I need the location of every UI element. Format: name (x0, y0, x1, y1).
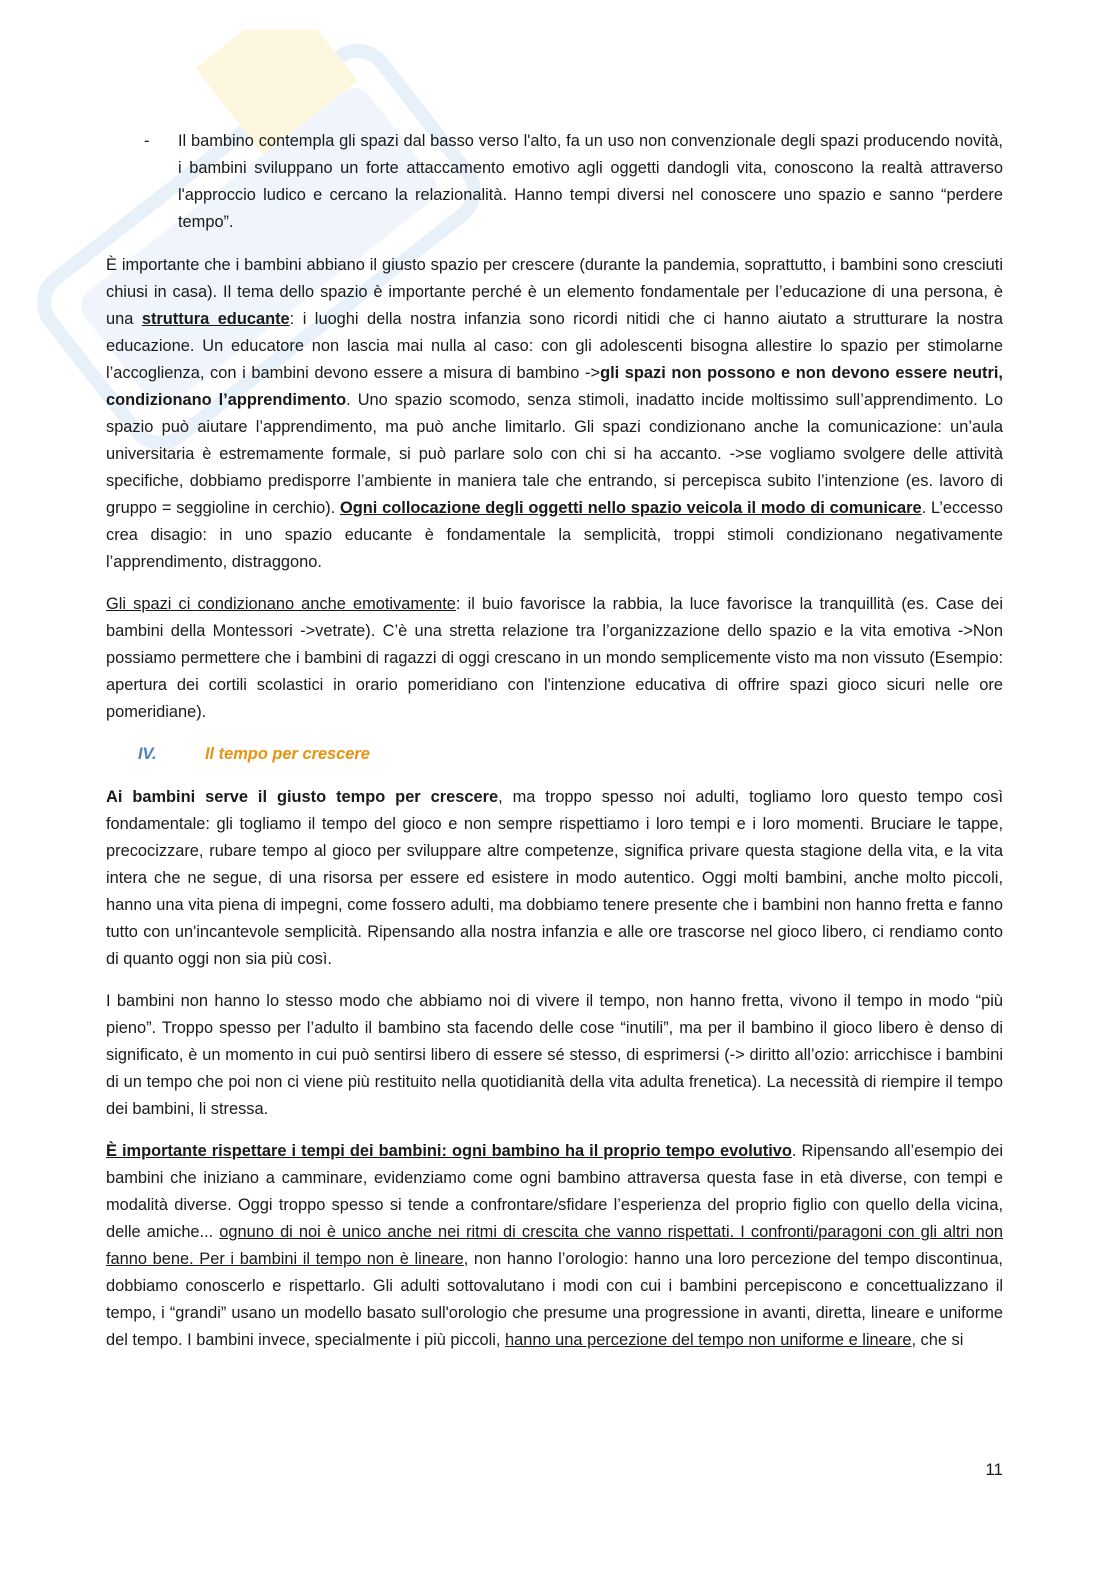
section-number: IV. (138, 745, 157, 763)
bullet-marker: - (144, 132, 150, 150)
collocazione-oggetti-emphasis: Ogni collocazione degli oggetti nello spazio veicola il modo di comunicare (340, 499, 922, 517)
giusto-tempo-emphasis: Ai bambini serve il giusto tempo per crescere (106, 788, 499, 806)
struttura-educante-emphasis: struttura educante (141, 310, 290, 328)
section-heading (138, 741, 1003, 768)
paragraph-spazio: È importante che i bambini abbiano il giusto spazio per crescere (durante la pandemia, soprattutto, i bambini sono cresciuti chiusi in casa). Il tema dello spazio è importante perché è un elemento fondamentale per l’educazione di una persona, è una struttura educante: i luoghi della nostra infanzia sono ricordi nitidi che ci hanno aiutato a strutturare la nostra educazione. Un educatore non lascia mai nulla al caso: con gli adolescenti bisogna allestire lo spazio per stimolarne l’accoglienza, con i bambini devono essere a misura di bambino ->gli spazi non possono e non devono essere neutri, condizionano l’apprendimento. Uno spazio scomodo, senza stimoli, inadatto incide moltissimo sull’apprendimento. Lo spazio può aiutare l’apprendimento, ma può anche limitarlo. Gli spazi condizionano anche la comunicazione: un’aula universitaria è estremamente formale, si può parlare solo con chi si ha accanto. ->se vogliamo svolgere delle attività specifiche, dobbiamo predisporre l’ambiente in maniera tale che entrando, si percepisca subito l’intenzione (es. lavoro di gruppo = seggioline in cerchio). Ogni collocazione degli oggetti nello spazio veicola il modo di comunicare. L’eccesso crea disagio: in uno spazio educante è fondamentale la semplicità, troppi stimoli condizionano negativamente l’apprendimento, distraggono. (106, 256, 1003, 571)
paragraph-vivere-tempo: I bambini non hanno lo stesso modo che abbiamo noi di vivere il tempo, non hanno fretta, vivono il tempo in modo “più pieno”. Troppo spesso per l’adulto il bambino sta facendo delle cose “inutili”, ma per il bambino il gioco libero è denso di significato, è un momento in cui può sentirsi libero di essere sé stesso, di esprimersi (-> diritto all’ozio: arricchisce i bambini di un tempo che poi non ci viene più restituito nella quotidianità della vita adulta frenetica). La necessità di riempire il tempo dei bambini, li stressa. (106, 992, 1003, 1118)
document-page (106, 128, 1003, 1369)
emotivamente-underline: Gli spazi ci condizionano anche emotivamente (106, 595, 456, 613)
bullet-item (144, 128, 1003, 236)
paragraph-emotivamente: Gli spazi ci condizionano anche emotivamente: il buio favorisce la rabbia, la luce favorisce la tranquillità (es. Case dei bambini della Montessori ->vetrate). C’è una stretta relazione tra l’organizzazione dello spazio e la vita emotiva ->Non possiamo permettere che i bambini di ragazzi di oggi crescano in un mondo semplicemente visto ma non vissuto (Esempio: apertura dei cortili scolastici in orario pomeridiano con l'intenzione educativa di offrire spazi gioco sicuri nelle ore pomeridiane). (106, 595, 1003, 721)
paragraph-tempo: Ai bambini serve il giusto tempo per crescere, ma troppo spesso noi adulti, togliamo loro questo tempo così fondamentale: gli togliamo il tempo del gioco e non sempre rispettiamo i loro tempi e i loro momenti. Bruciare le tappe, precocizzare, rubare tempo al gioco per sviluppare altre competenze, significa privare questa stagione della vita, e la vita intera che ne segue, di una risorsa per essere ed esistere in modo autentico. Oggi molti bambini, anche molto piccoli, hanno una vita piena di impegni, come fossero adulti, ma dobbiamo tenere presente che i bambini non hanno fretta e fanno tutto con un'incantevole semplicità. Ripensando alla nostra infanzia e alle ore trascorse nel gioco libero, ci rendiamo conto di quanto oggi non sia più così. (106, 788, 1003, 968)
rispettare-tempi-emphasis: È importante rispettare i tempi dei bambini: ogni bambino ha il proprio tempo evolutivo (106, 1142, 792, 1160)
section-title: Il tempo per crescere (205, 745, 370, 763)
ritmi-crescita-underline: ognuno di noi è unico anche nei ritmi di crescita che vanno rispettati. I confronti/paragoni con gli altri non fanno bene. Per i bambini il tempo non è lineare (106, 1223, 1003, 1268)
page-number: 11 (985, 1460, 1003, 1479)
spazi-neutri-emphasis: gli spazi non possono e non devono essere neutri, condizionano l’apprendimento (106, 364, 1003, 409)
bullet-text: Il bambino contempla gli spazi dal basso verso l'alto, fa un uso non convenzionale degli spazi producendo novità, i bambini sviluppano un forte attaccamento emotivo agli oggetti dandogli vita, conoscono la realtà attraverso l'approccio ludico e cercano la relazionalità. Hanno tempi diversi nel conoscere uno spazio e sanno “perdere tempo”. (178, 132, 1003, 231)
paragraph-rispettare-tempi: È importante rispettare i tempi dei bambini: ogni bambino ha il proprio tempo evolutivo. Ripensando all’esempio dei bambini che iniziano a camminare, evidenziamo come ogni bambino attraversa questa fase in età diverse, con tempi e modalità diverse. Oggi troppo spesso si tende a confrontare/sfidare l’esperienza del proprio figlio con quello della vicina, delle amiche... ognuno di noi è unico anche nei ritmi di crescita che vanno rispettati. I confronti/paragoni con gli altri non fanno bene. Per i bambini il tempo non è lineare, non hanno l’orologio: hanno una loro percezione del tempo discontinua, dobbiamo conoscerlo e rispettarlo. Gli adulti sottovalutano i modi con cui i bambini percepiscono e concettualizzano il tempo, i “grandi” usano un modello basato sull'orologio che presume una progressione in avanti, diretta, lineare e uniforme del tempo. I bambini invece, specialmente i più piccoli, hanno una percezione del tempo non uniforme e lineare, che si (106, 1142, 1003, 1349)
percezione-tempo-underline: hanno una percezione del tempo non uniforme e lineare (505, 1331, 912, 1349)
